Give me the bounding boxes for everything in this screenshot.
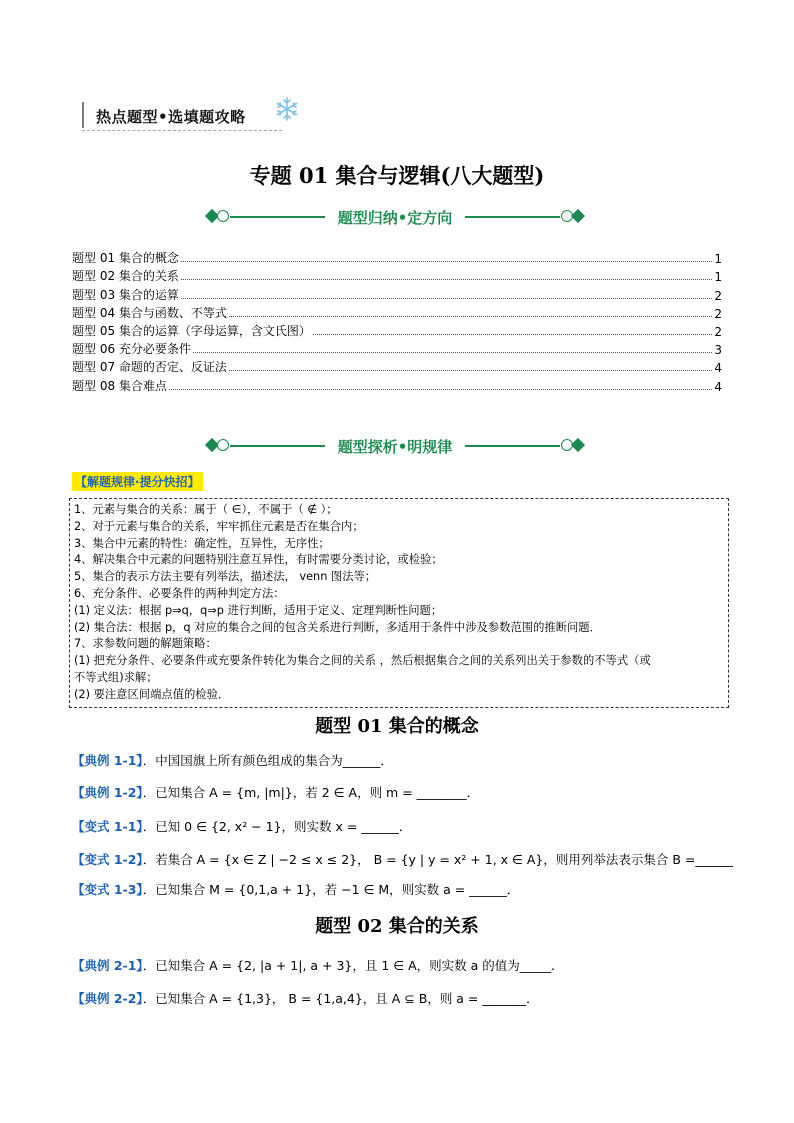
section-label-summary: 题型归纳•定方向: [337, 209, 453, 227]
question-tag: 【典例 2-1】: [72, 958, 143, 973]
question-tag: 【变式 1-3】: [72, 882, 143, 897]
question-item: [72, 751, 393, 769]
section-divider-summary: [205, 208, 585, 228]
section-divider-analysis: [205, 437, 585, 457]
toc-entry[interactable]: 题型 07 命题的否定、反证法 4: [72, 360, 722, 376]
question-text: ．中国国旗上所有颜色组成的集合为______．: [142, 753, 393, 768]
tip-line: 不等式组)求解；: [74, 670, 158, 684]
tip-line: (1) 把充分条件、必要条件或充要条件转化为集合之间的关系 ，然后根据集合之间的关系列出关于参数的不等式（或: [74, 654, 651, 668]
question-item: [72, 817, 411, 835]
question-item: [72, 850, 733, 868]
header-underline: [82, 130, 282, 131]
question-item: [72, 783, 479, 801]
toc-entry[interactable]: 题型 05 集合的运算（字母运算，含文氏图） 2: [72, 323, 722, 339]
tip-line: 2、对于元素与集合的关系，牢牢抓住元素是否在集合内；: [74, 519, 364, 533]
tip-line: (2) 集合法：根据 p，q 对应的集合之间的包含关系进行判断，多适用于条件中涉及参数范围的推断问题．: [74, 620, 601, 634]
toc-entry[interactable]: 题型 03 集合的运算 2: [72, 287, 722, 303]
question-item: [72, 956, 555, 974]
tip-line: (1) 定义法：根据 p⇒q，q⇒p 进行判断，适用于定义、定理判断性问题；: [74, 603, 443, 617]
document-title: 专题 01 集合与逻辑(八大题型): [249, 163, 545, 188]
tip-line: 6、充分条件、必要条件的两种判定方法：: [74, 586, 285, 600]
header-accent-bar: [82, 102, 84, 128]
toc-entry[interactable]: 题型 06 充分必要条件 3: [72, 342, 722, 358]
tip-line: 3、集合中元素的特性：确定性，互异性，无序性；: [74, 536, 330, 550]
toc-entry[interactable]: 题型 02 集合的关系 1: [72, 269, 722, 285]
question-tag: 【变式 1-1】: [72, 819, 143, 834]
toc-entry[interactable]: 题型 01 集合的概念 1: [72, 251, 722, 267]
tips-tag: 【解题规律·提分快招】: [72, 472, 203, 491]
question-tag: 【变式 1-2】: [72, 852, 143, 867]
header-banner: [82, 100, 302, 132]
toc-entry[interactable]: 题型 08 集合难点 4: [72, 378, 722, 394]
question-tag: 【典例 1-1】: [72, 753, 143, 768]
tip-line: 7、求参数问题的解题策略：: [74, 637, 217, 651]
tips-box: [69, 498, 729, 708]
question-item: [72, 989, 539, 1007]
tip-line: 5、集合的表示方法主要有列举法，描述法， venn 图法等；: [74, 570, 377, 584]
header-banner-text: 热点题型•选填题攻略: [96, 108, 246, 126]
question-tag: 【典例 1-2】: [72, 785, 143, 800]
section-heading: 题型 02 集合的关系: [315, 916, 479, 937]
question-tag: 【典例 2-2】: [72, 991, 143, 1006]
question-text: ．已知集合 A = {m, |m|}，若 2 ∈ A，则 m = ________．: [142, 785, 480, 800]
question-item: [72, 880, 519, 898]
section-heading: 题型 01 集合的概念: [315, 716, 479, 737]
toc-entry[interactable]: 题型 04 集合与函数、不等式 2: [72, 305, 722, 321]
question-text: ．若集合 A = {x ∈ Z | −2 ≤ x ≤ 2}， B = {y | y = x² + 1, x ∈ A}，则用列举法表示集合 B =______: [142, 852, 733, 867]
question-text: ．已知集合 M = {0,1,a + 1}，若 −1 ∈ M，则实数 a = ______．: [142, 882, 520, 897]
question-text: ．已知集合 A = {1,3}， B = {1,a,4}，且 A ⊆ B，则 a = _______．: [142, 991, 539, 1006]
question-text: ．已知集合 A = {2, |a + 1|, a + 3}，且 1 ∈ A，则实数 a 的值为_____.: [142, 958, 556, 973]
tip-line: 1、元素与集合的关系：属于（ ∈），不属于（ ∉ ）；: [74, 503, 338, 516]
question-text: ．已知 0 ∈ {2, x² − 1}，则实数 x = ______．: [142, 819, 412, 834]
tip-line: 4、解决集合中元素的问题特别注意互异性，有时需要分类讨论，或检验；: [74, 553, 443, 567]
table-of-contents: [72, 248, 722, 394]
tip-line: (2) 要注意区间端点值的检验．: [74, 687, 230, 701]
snowflake-icon: [274, 96, 300, 122]
section-label-analysis: 题型探析•明规律: [337, 438, 453, 456]
